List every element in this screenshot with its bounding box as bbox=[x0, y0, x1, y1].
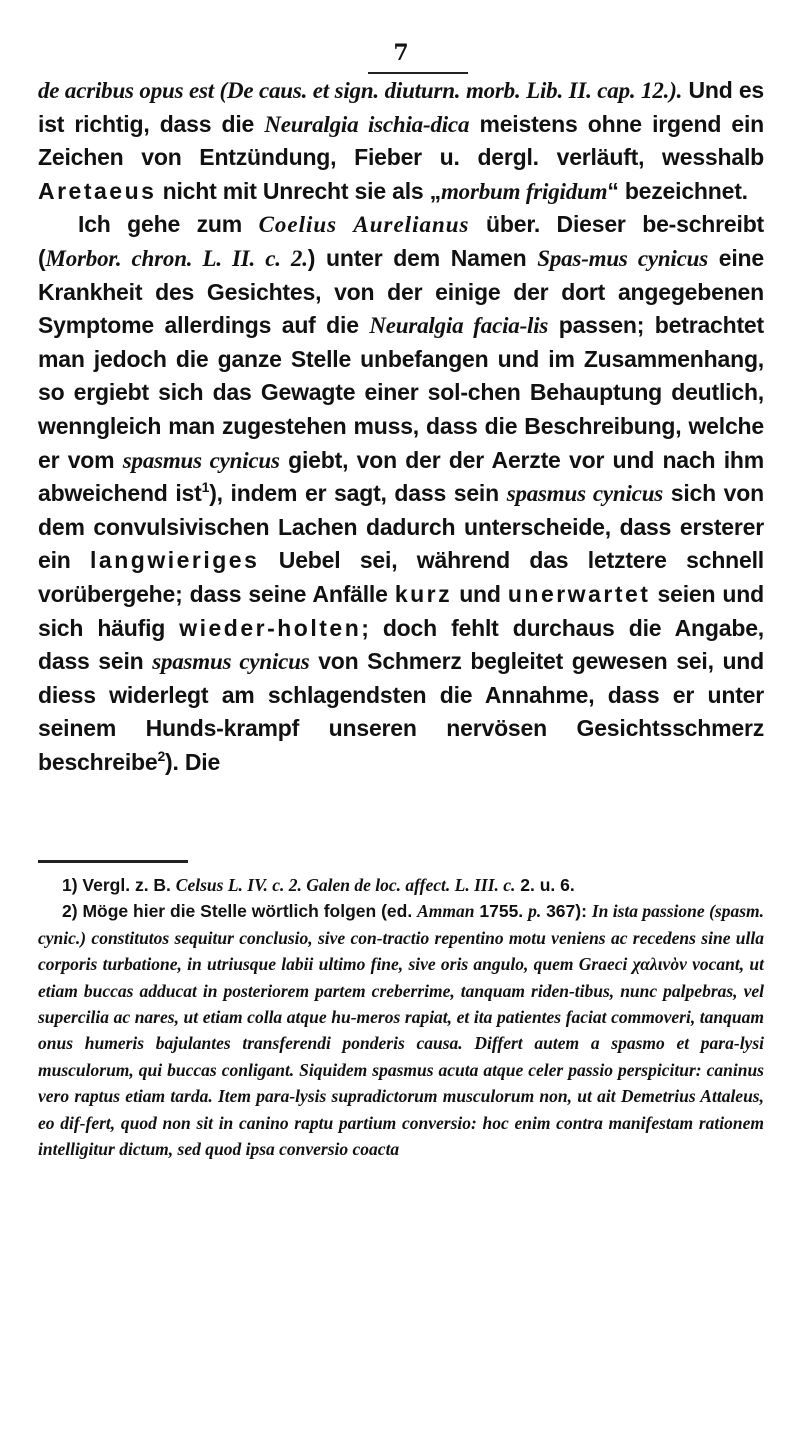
citation-morbor-chron: Morbor. chron. L. II. c. 2. bbox=[45, 245, 308, 271]
footnote-2: 2) Möge hier die Stelle wörtlich folgen (ed. Amman 1755. p. 367): In ista passione (spasm. cynic.) constitutos sequitur conclusio, sive con-tractio repentino motu veniens ac recedens sine ulla corporis turbatione, in utriusque labii ultimo fine, sive oris angulo, quem Graeci χαλινὸν vocant, ut etiam buccas adducat in posteriorem partem creberrime, tanquam riden-tibus, nunc palpebras, vel supercilia ac nares, ut etiam colla atque hu-meros rapiat, et ita patientes faciat commoveri, tanquam onus humeris bajulantes transferendi ponderis causa. Differt autem a spasmo et para-lysi musculorum, qui buccas conligant. Siquidem spasmus acuta atque celer passio perspicitur: caninus vero raptus etiam tarda. Item para-lysis supradictorum musculorum non, ut ait Demetrius Attaleus, eo dif-fert, quod non sit in canino raptu partium conversio: hoc enim contra manifestam rationem intelligitur dictum, sed quod ipsa conversio coacta bbox=[38, 901, 765, 1160]
emphasis-wiederholten: wieder-holten bbox=[179, 614, 362, 641]
emphasis-unerwartet: unerwartet bbox=[507, 580, 651, 607]
book-page bbox=[38, 0, 764, 1430]
term-spasmus-cynicus: spasmus cynicus bbox=[152, 649, 310, 675]
footnote-1: 1) Vergl. z. B. Celsus L. IV. c. 2. Galen de loc. affect. L. III. c. 2. u. 6. bbox=[62, 875, 575, 895]
emphasis-langwieriges: langwieriges bbox=[90, 547, 260, 574]
emphasis-kurz: kurz bbox=[394, 580, 453, 607]
paragraph-2: Ich gehe zum Coelius Aurelianus über. Dieser be-schreibt (Morbor. chron. L. II. c. 2.) unter dem Namen Spas-mus cynicus eine Krankheit des Gesichtes, von der einige der dort angegebenen Symptome allerdings auf die Neuralgia facia-lis passen; betrachtet man jedoch die ganze Stelle unbefangen und im Zusammenhang, so ergiebt sich das Gewagte einer sol-chen Behauptung deutlich, wenngleich man zugestehen muss, dass die Beschreibung, welche er vom spasmus cynicus giebt, von der der Aerzte vor und nach ihm abweichend ist$^1$), indem er sagt, dass sein spasmus cynicus sich von dem convulsivischen Lachen dadurch unterscheide, dass ersterer ein langwieriges Uebel sei, während das letztere schnell vorübergehe; dass seine Anfälle kurz und unerwartet seien und sich häufig wieder-holten; doch fehlt durchaus die Angabe, dass sein spasmus cynicus von Schmerz begleitet gewesen sei, und diess widerlegt am schlagendsten die Annahme, dass er unter seinem Hunds-krampf unseren nervösen Gesichtsschmerz beschreibe$^2$). Die bbox=[38, 211, 765, 775]
footnote-1-citation: Celsus L. IV. c. 2. Galen de loc. affect. L. III. c. bbox=[175, 875, 516, 895]
page-number: 7 bbox=[393, 40, 409, 66]
term-neuralgia-ischiadica: Neuralgia ischia-dica bbox=[264, 111, 470, 137]
latin-quote: de acribus opus est (De caus. et sign. diuturn. morb. Lib. II. cap. 12.). bbox=[38, 78, 683, 103]
footnotes bbox=[38, 872, 764, 1162]
term-spasmus-cynicus: spasmus cynicus bbox=[122, 447, 280, 473]
footnote-ref-1: 1 bbox=[201, 479, 210, 496]
term-spasmus-cynicus: Spas-mus cynicus bbox=[537, 245, 708, 271]
author-coelius-aurelianus: Coelius Aurelianus bbox=[258, 212, 470, 238]
footnote-2-latin-quote: In ista passione (spasm. cynic.) constitutos sequitur conclusio, sive con-tractio repentino motu veniens ac recedens sine ulla corporis turbatione, in utriusque labii ultimo fine, sive oris angulo, quem Graeci χαλινὸν vocant, ut etiam buccas adducat in posteriorem partem creberrime, tanquam riden-tibus, nunc palpebras, vel supercilia ac nares, ut etiam colla atque hu-meros rapiat, et ita patientes faciat commoveri, tanquam onus humeris bajulantes transferendi ponderis causa. Differt autem a spasmo et para-lysi musculorum, qui buccas conligant. Siquidem spasmus acuta atque celer passio perspicitur: caninus vero raptus etiam tarda. Item para-lysis supradictorum musculorum non, ut ait Demetrius Attaleus, eo dif-fert, quod non sit in canino raptu partium conversio: hoc enim contra manifestam rationem intelligitur dictum, sed quod ipsa conversio coacta bbox=[38, 901, 765, 1160]
term-spasmus-cynicus: spasmus cynicus bbox=[506, 481, 664, 507]
footnote-ref-2: 2 bbox=[157, 747, 166, 764]
main-text bbox=[38, 74, 764, 779]
footnote-2-editor: Amman bbox=[417, 901, 475, 922]
term-morbum-frigidum: morbum frigidum bbox=[440, 178, 608, 204]
term-neuralgia-facialis: Neuralgia facia-lis bbox=[369, 313, 549, 339]
paragraph-1: de acribus opus est (De caus. et sign. diuturn. morb. Lib. II. cap. 12.). Und es ist richtig, dass die Neuralgia ischia-dica meistens ohne irgend ein Zeichen von Entzündung, Fieber u. dergl. verläuft, wesshalb Aretaeus nicht mit Unrecht sie als „morbum frigidum“ bezeichnet. bbox=[38, 77, 764, 204]
author-aretaeus: Aretaeus bbox=[38, 177, 157, 204]
footnote-rule bbox=[38, 860, 188, 863]
